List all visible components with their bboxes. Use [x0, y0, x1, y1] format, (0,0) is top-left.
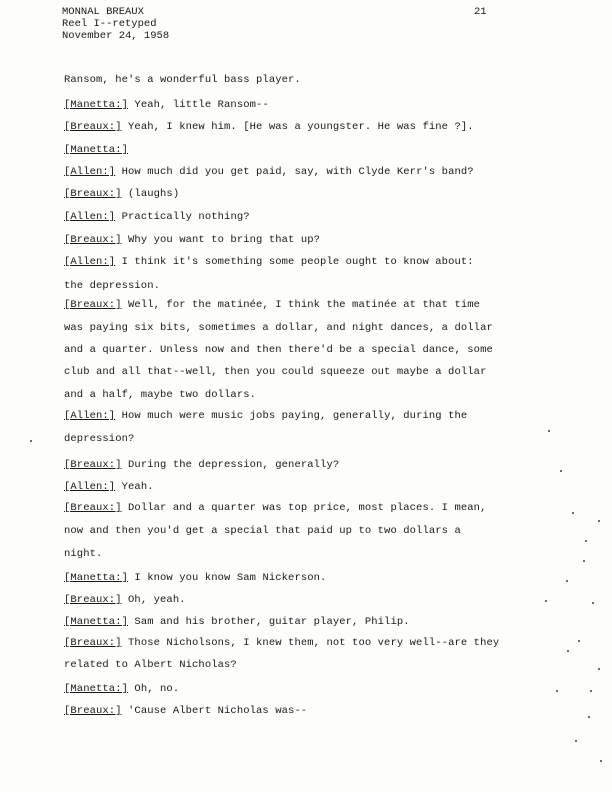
speaker-label: [Allen:]	[64, 166, 116, 178]
transcript-line	[64, 121, 474, 133]
speaker-label: [Breaux:]	[64, 594, 122, 606]
line-text: and a quarter. Unless now and then there'd be a special dance, some	[64, 344, 493, 356]
line-text: I think it's something some people ought to know about:	[121, 256, 474, 268]
line-text: and a half, maybe two dollars.	[64, 389, 257, 401]
line-text: (laughs)	[128, 188, 180, 200]
line-text: the depression.	[64, 280, 161, 292]
scan-speck	[598, 668, 600, 670]
line-text: now and then you'd get a special that paid up to two dollars a	[64, 525, 461, 537]
speaker-label: [Breaux:]	[64, 121, 122, 133]
transcript-line	[64, 234, 320, 246]
speaker-label: [Breaux:]	[64, 188, 122, 200]
line-text: depression?	[64, 433, 135, 445]
line-text: was paying six bits, sometimes a dollar, and night dances, a dollar	[64, 322, 493, 334]
line-text: Practically nothing?	[121, 211, 250, 223]
line-text: I know you know Sam Nickerson.	[134, 572, 327, 584]
line-text: Oh, no.	[134, 683, 180, 695]
line-text: night.	[64, 548, 103, 560]
line-text: Dollar and a quarter was top price, most places. I mean,	[128, 502, 487, 514]
line-text: club and all that--well, then you could squeeze out maybe a dollar	[64, 366, 487, 378]
page-number: 21	[474, 6, 487, 18]
scan-speck	[578, 640, 580, 642]
line-text: Yeah, I knew him. [He was a youngster. He was fine ?].	[128, 121, 474, 133]
transcript-line	[64, 502, 486, 514]
line-text: Oh, yeah.	[128, 594, 186, 606]
speaker-label: [Breaux:]	[64, 299, 122, 311]
transcript-line	[64, 481, 154, 493]
speaker-label: [Allen:]	[64, 256, 116, 268]
scan-speck	[585, 540, 587, 542]
line-text: Why you want to bring that up?	[128, 234, 321, 246]
line-text: Well, for the matinée, I think the matinée at that time	[128, 299, 481, 311]
transcript-line	[64, 280, 160, 292]
scan-speck	[548, 430, 550, 432]
transcript-line	[64, 410, 467, 422]
line-text: During the depression, generally?	[128, 459, 340, 471]
transcript-line	[64, 659, 237, 671]
transcript-line	[64, 572, 326, 584]
speaker-label: [Breaux:]	[64, 502, 122, 514]
speaker-label: [Manetta:]	[64, 683, 129, 695]
scan-speck	[572, 512, 574, 514]
speaker-label: [Manetta:]	[64, 144, 129, 156]
scan-speck	[556, 690, 558, 692]
scan-speck	[566, 580, 568, 582]
transcript-line	[64, 616, 410, 628]
transcript-line	[64, 683, 179, 695]
header-date: November 24, 1958	[62, 30, 170, 42]
scan-speck	[567, 650, 569, 652]
transcript-line	[64, 256, 474, 268]
scan-speck	[600, 760, 602, 762]
speaker-label: [Breaux:]	[64, 234, 122, 246]
transcript-line	[64, 322, 493, 334]
transcript-line	[64, 366, 486, 378]
line-text: Those Nicholsons, I knew them, not too very well--are they	[128, 637, 500, 649]
scan-speck	[560, 470, 562, 472]
document-header	[62, 6, 169, 42]
speaker-label: [Manetta:]	[64, 572, 129, 584]
speaker-label: [Breaux:]	[64, 705, 122, 717]
line-text: Sam and his brother, guitar player, Philip.	[134, 616, 410, 628]
scan-speck	[575, 740, 577, 742]
scan-speck	[598, 520, 600, 522]
speaker-label: [Breaux:]	[64, 459, 122, 471]
header-reel: Reel I--retyped	[62, 18, 157, 30]
scan-speck	[583, 560, 585, 562]
scan-speck	[592, 602, 594, 604]
transcript-line	[64, 99, 269, 111]
line-text: Yeah, little Ransom--	[134, 99, 269, 111]
transcript-line	[64, 144, 128, 156]
line-text: related to Albert Nicholas?	[64, 659, 237, 671]
transcript-line	[64, 299, 480, 311]
header-name: MONNAL BREAUX	[62, 6, 144, 18]
transcript-line	[64, 705, 307, 717]
transcript-line	[64, 166, 474, 178]
line-text: How much did you get paid, say, with Clyde Kerr's band?	[121, 166, 474, 178]
transcript-line	[64, 344, 493, 356]
transcript-line	[64, 594, 186, 606]
transcript-line	[64, 548, 102, 560]
line-text: How much were music jobs paying, generally, during the	[121, 410, 468, 422]
transcript-line	[64, 459, 339, 471]
speaker-label: [Allen:]	[64, 481, 116, 493]
line-text: Yeah.	[121, 481, 154, 493]
speaker-label: [Allen:]	[64, 410, 116, 422]
scan-speck	[545, 600, 547, 602]
transcript-line	[64, 637, 499, 649]
speaker-label: [Allen:]	[64, 211, 116, 223]
transcript-line	[64, 211, 250, 223]
scan-speck	[30, 440, 32, 442]
scan-speck	[588, 716, 590, 718]
scan-speck	[590, 690, 592, 692]
line-text: 'Cause Albert Nicholas was--	[128, 705, 308, 717]
transcript-line	[64, 74, 301, 86]
transcript-line	[64, 433, 134, 445]
line-text: Ransom, he's a wonderful bass player.	[64, 74, 301, 86]
speaker-label: [Breaux:]	[64, 637, 122, 649]
transcript-line	[64, 188, 179, 200]
speaker-label: [Manetta:]	[64, 616, 129, 628]
transcript-line	[64, 525, 461, 537]
transcript-line	[64, 389, 256, 401]
speaker-label: [Manetta:]	[64, 99, 129, 111]
